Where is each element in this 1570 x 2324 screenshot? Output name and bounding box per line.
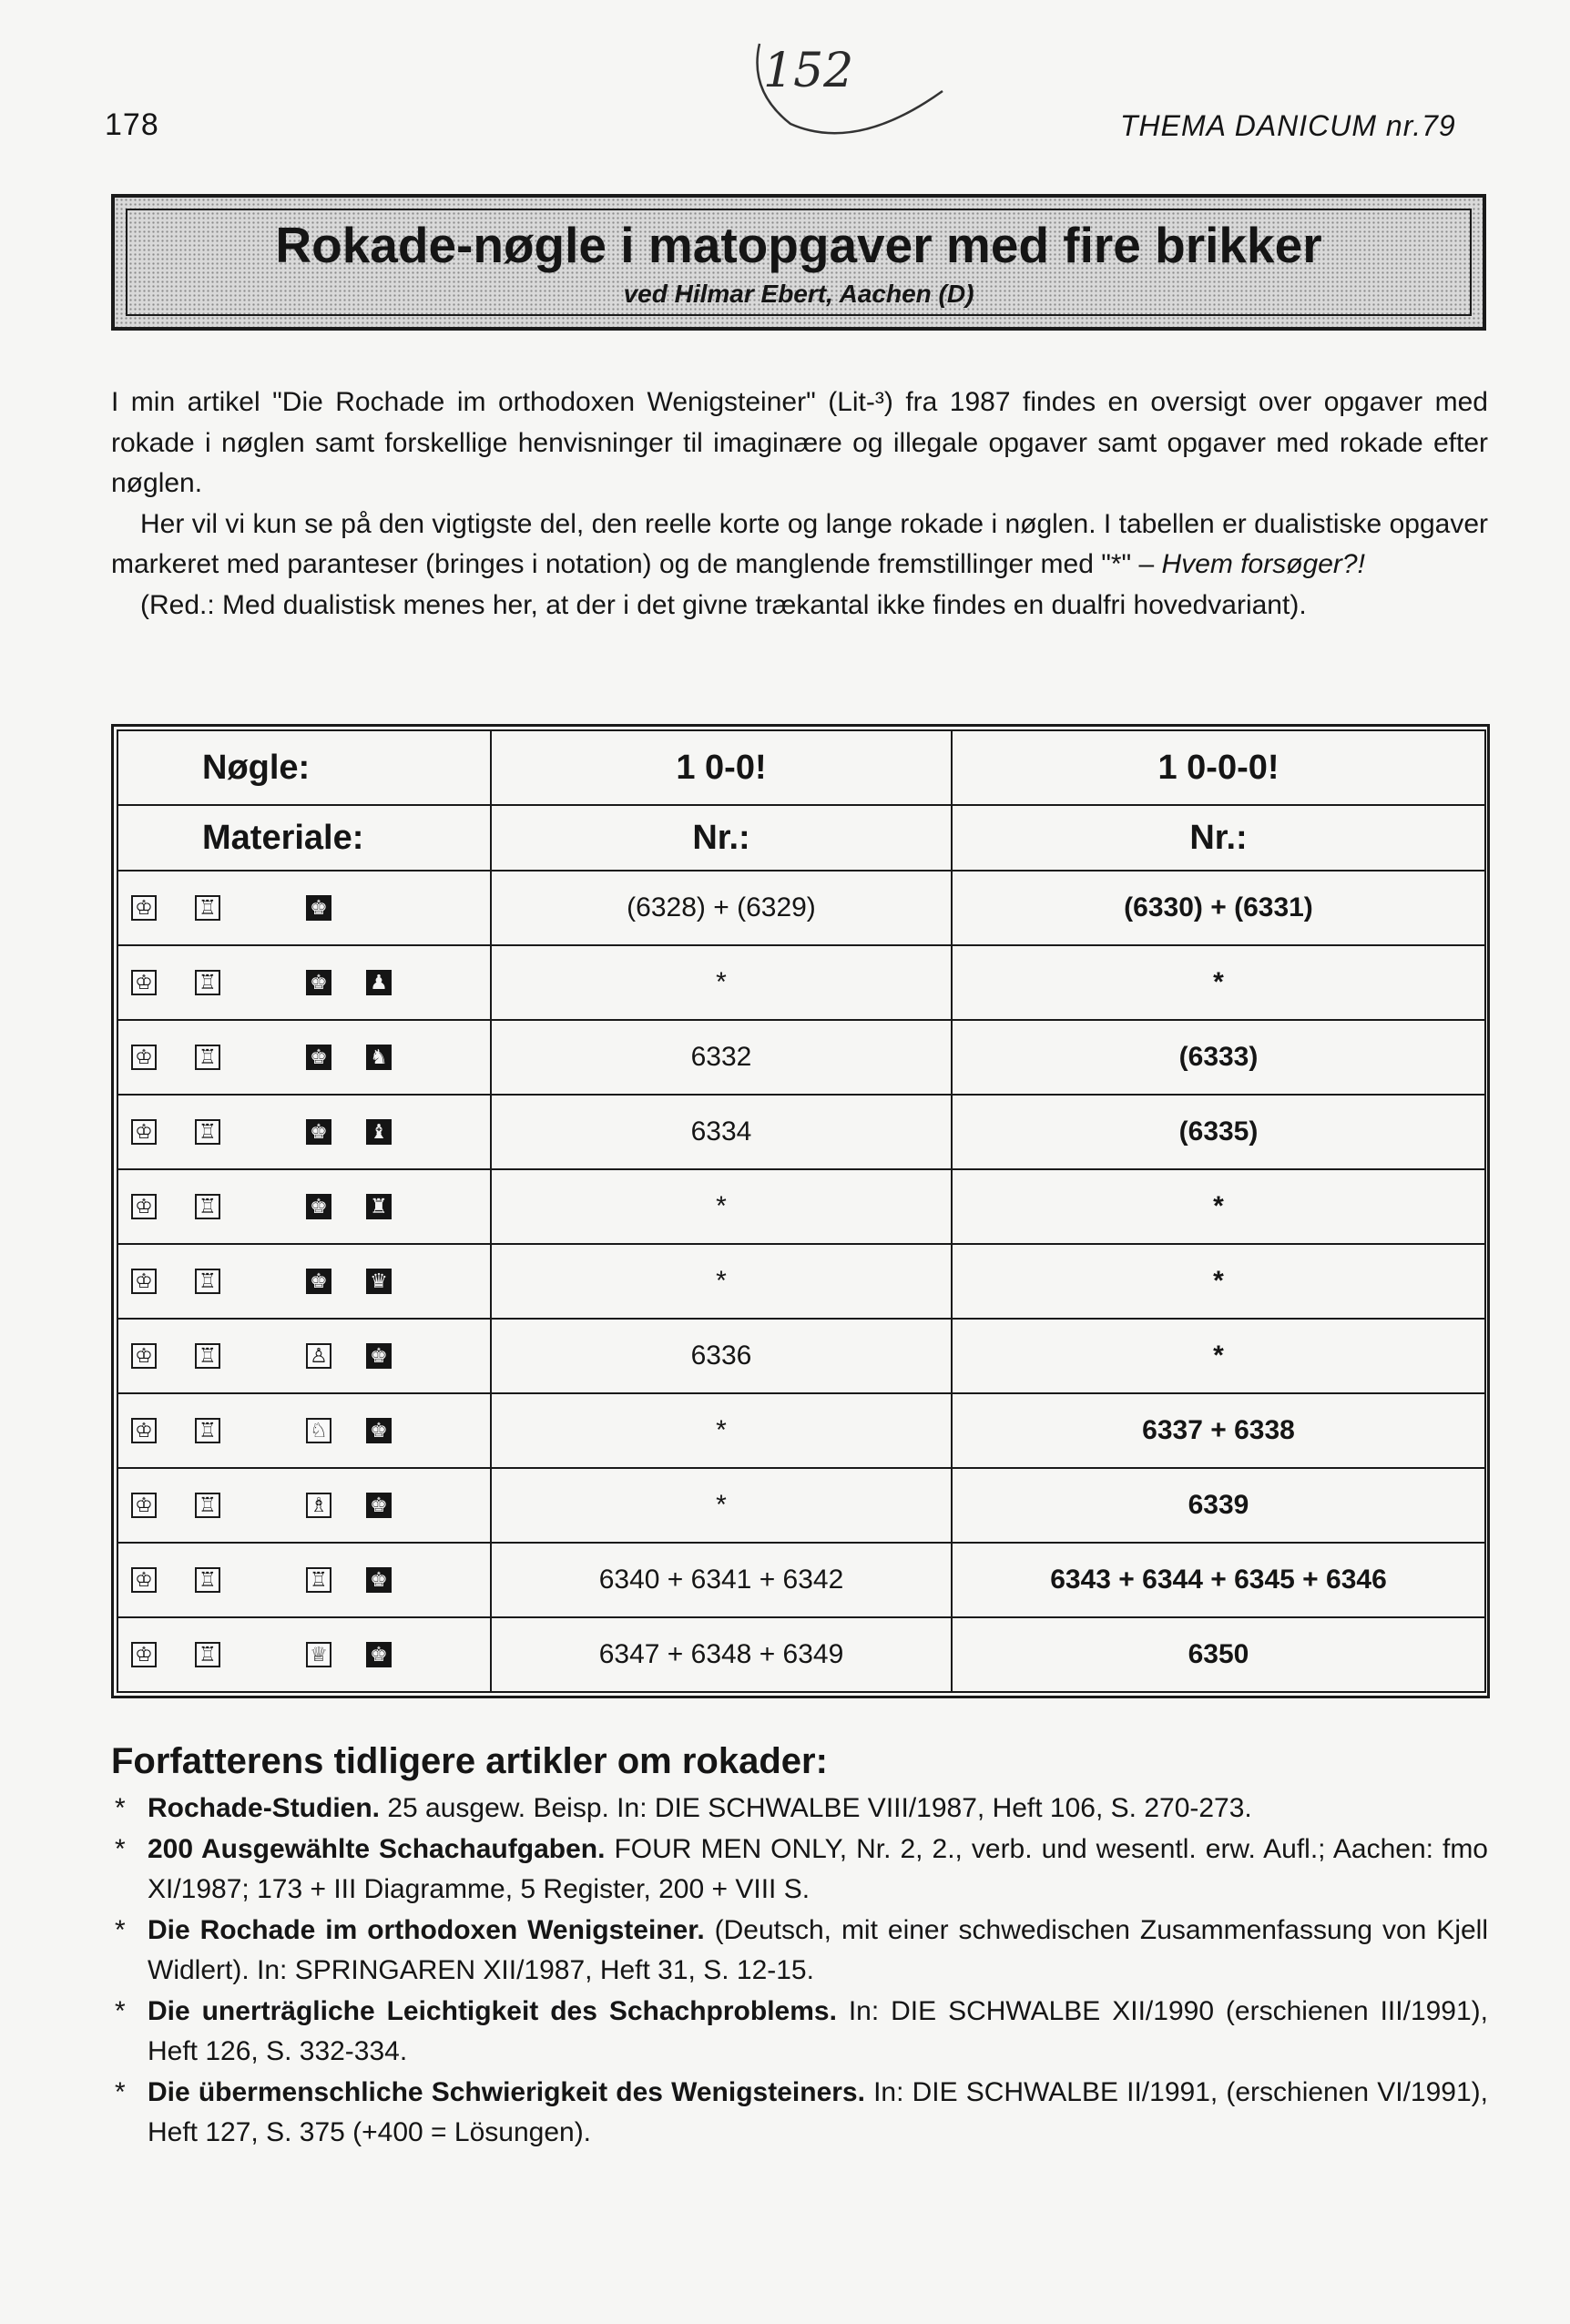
bullet-marker: *	[115, 2076, 126, 2107]
material-cell	[117, 1244, 491, 1319]
white-knight-icon: ♘	[306, 1418, 331, 1443]
article-reference	[111, 2073, 1488, 2154]
white-king-icon: ♔	[131, 1493, 157, 1518]
white-rook-icon: ♖	[195, 1343, 220, 1369]
short-castling-problems: 6347 + 6348 + 6349	[491, 1617, 952, 1692]
key-label: Nøgle:	[117, 730, 491, 805]
article-byline: ved Hilmar Ebert, Aachen (D)	[623, 280, 974, 308]
long-castling-problems: (6330) + (6331)	[952, 871, 1485, 945]
intro-paragraph-3: (Red.: Med dualistisk menes her, at der i det givne trækantal ikke findes en dualfri hovedvariant).	[140, 589, 1307, 620]
black-king-icon: ♚	[366, 1567, 392, 1593]
white-rook-icon: ♖	[195, 1269, 220, 1294]
material-cell	[117, 1020, 491, 1095]
white-king-icon: ♔	[131, 1194, 157, 1219]
white-rook-icon: ♖	[195, 1045, 220, 1070]
white-rook-icon: ♖	[195, 1194, 220, 1219]
material-label: Materiale:	[117, 805, 491, 871]
bullet-marker: *	[115, 1833, 126, 1864]
article-reference	[111, 1830, 1488, 1911]
white-king-icon: ♔	[131, 1045, 157, 1070]
material-cell	[117, 1468, 491, 1543]
table-row	[117, 945, 1485, 1020]
long-castling-problems: 6350	[952, 1617, 1485, 1692]
table-row	[117, 1617, 1485, 1692]
material-cell	[117, 1543, 491, 1617]
table-row	[117, 1169, 1485, 1244]
white-rook-icon: ♖	[195, 1493, 220, 1518]
white-king-icon: ♔	[131, 1567, 157, 1593]
short-castling-problems: *	[491, 1393, 952, 1468]
table-row	[117, 1468, 1485, 1543]
article-reference-title: Die unerträgliche Leichtigkeit des Schachproblems.	[148, 1995, 837, 2026]
castling-table	[117, 729, 1486, 1693]
material-cell	[117, 1095, 491, 1169]
long-castling-problems: *	[952, 945, 1485, 1020]
black-king-icon: ♚	[366, 1493, 392, 1518]
white-king-icon: ♔	[131, 1343, 157, 1369]
white-rook-icon: ♖	[195, 1418, 220, 1443]
table-row	[117, 1393, 1485, 1468]
white-rook-icon: ♖	[195, 1642, 220, 1667]
articles-heading: Forfatterens tidligere artikler om rokader:	[111, 1741, 828, 1781]
intro-question: Hvem forsøger?!	[1161, 549, 1365, 579]
white-king-icon: ♔	[131, 1119, 157, 1145]
white-pawn-icon: ♙	[306, 1343, 331, 1369]
article-reference-details: In: DIE SCHWALBE XII/1990 (erschienen III/1991), Heft 126, S. 332-334.	[148, 1995, 1489, 2066]
article-reference	[111, 1992, 1488, 2073]
white-rook-icon: ♖	[306, 1567, 331, 1593]
material-cell	[117, 1617, 491, 1692]
white-rook-icon: ♖	[195, 1567, 220, 1593]
table-row	[117, 871, 1485, 945]
article-reference-details: In: DIE SCHWALBE II/1991, (erschienen VI/1991), Heft 127, S. 375 (+400 = Lösungen).	[148, 2076, 1488, 2147]
article-title: Rokade-nøgle i matopgaver med fire brikker	[275, 217, 1322, 273]
articles-list	[111, 1789, 1488, 2154]
journal-name: THEMA DANICUM nr.79	[1120, 109, 1456, 142]
black-king-icon: ♚	[306, 1194, 331, 1219]
table-header-row-key	[117, 730, 1485, 805]
bullet-marker: *	[115, 1914, 126, 1945]
black-king-icon: ♚	[366, 1418, 392, 1443]
long-castling-header: 1 0-0-0!	[952, 730, 1485, 805]
intro-paragraph-2-text: Her vil vi kun se på den vigtigste del, den reelle korte og lange rokade i nøglen. I tabellen er dualistiske opgaver markeret med paranteser (bringes i notation) og de manglende fremstillinger med "*" –	[111, 508, 1488, 579]
material-cell	[117, 1169, 491, 1244]
table-row	[117, 1020, 1485, 1095]
article-reference-title: Die übermenschliche Schwierigkeit des Wenigsteiners.	[148, 2076, 865, 2107]
short-castling-problems: *	[491, 1244, 952, 1319]
table-row	[117, 1244, 1485, 1319]
table-row	[117, 1095, 1485, 1169]
black-king-icon: ♚	[306, 1119, 331, 1145]
material-cell	[117, 1393, 491, 1468]
title-box	[111, 194, 1486, 331]
black-knight-icon: ♞	[366, 1045, 392, 1070]
white-king-icon: ♔	[131, 970, 157, 995]
white-king-icon: ♔	[131, 1269, 157, 1294]
article-reference-title: Die Rochade im orthodoxen Wenigsteiner.	[148, 1914, 705, 1945]
long-castling-problems: *	[952, 1169, 1485, 1244]
article-reference	[111, 1911, 1488, 1992]
black-king-icon: ♚	[306, 970, 331, 995]
short-castling-problems: 6340 + 6341 + 6342	[491, 1543, 952, 1617]
table-row	[117, 1319, 1485, 1393]
white-king-icon: ♔	[131, 1418, 157, 1443]
intro-text	[111, 382, 1488, 626]
white-king-icon: ♔	[131, 895, 157, 921]
bullet-marker: *	[115, 1793, 126, 1823]
white-queen-icon: ♕	[306, 1642, 331, 1667]
black-king-icon: ♚	[366, 1343, 392, 1369]
white-rook-icon: ♖	[195, 970, 220, 995]
material-cell	[117, 1319, 491, 1393]
table-row	[117, 1543, 1485, 1617]
article-reference-details: FOUR MEN ONLY, Nr. 2, 2., verb. und wesentl. erw. Aufl.; Aachen: fmo XI/1987; 173 + III Diagramme, 5 Register, 200 + VIII S.	[148, 1833, 1488, 1904]
article-reference-title: 200 Ausgewählte Schachaufgaben.	[148, 1833, 606, 1864]
black-king-icon: ♚	[306, 1269, 331, 1294]
long-castling-problems: *	[952, 1244, 1485, 1319]
black-pawn-icon: ♟	[366, 970, 392, 995]
short-castling-problems: *	[491, 1169, 952, 1244]
article-reference-title: Rochade-Studien.	[148, 1793, 381, 1823]
bullet-marker: *	[115, 1995, 126, 2026]
material-cell	[117, 871, 491, 945]
article-reference	[111, 1789, 1488, 1830]
short-nr-label: Nr.:	[491, 805, 952, 871]
long-castling-problems: (6335)	[952, 1095, 1485, 1169]
short-castling-problems: *	[491, 945, 952, 1020]
white-bishop-icon: ♗	[306, 1493, 331, 1518]
intro-paragraph-1: I min artikel "Die Rochade im orthodoxen Wenigsteiner" (Lit-³) fra 1987 findes en oversigt over opgaver med rokade i nøglen samt forskellige henvisninger til imaginære og illegale opgaver samt opgaver med rokade efter nøglen.	[111, 387, 1488, 498]
long-castling-problems: 6337 + 6338	[952, 1393, 1485, 1468]
long-castling-problems: 6343 + 6344 + 6345 + 6346	[952, 1543, 1485, 1617]
article-reference-details: 25 ausgew. Beisp. In: DIE SCHWALBE VIII/1987, Heft 106, S. 270-273.	[380, 1793, 1252, 1823]
black-rook-icon: ♜	[366, 1194, 392, 1219]
long-castling-problems: *	[952, 1319, 1485, 1393]
short-castling-header: 1 0-0!	[491, 730, 952, 805]
intro-paragraph-2	[111, 505, 1488, 586]
short-castling-problems: 6336	[491, 1319, 952, 1393]
long-nr-label: Nr.:	[952, 805, 1485, 871]
short-castling-problems: *	[491, 1468, 952, 1543]
black-bishop-icon: ♝	[366, 1119, 392, 1145]
black-queen-icon: ♛	[366, 1269, 392, 1294]
white-king-icon: ♔	[131, 1642, 157, 1667]
white-rook-icon: ♖	[195, 895, 220, 921]
black-king-icon: ♚	[306, 895, 331, 921]
article-reference-details: (Deutsch, mit einer schwedischen Zusammenfassung von Kjell Widlert). In: SPRINGAREN XII/1987, Heft 31, S. 12-15.	[148, 1914, 1488, 1985]
handwritten-note: 152	[763, 44, 854, 98]
short-castling-problems: 6334	[491, 1095, 952, 1169]
short-castling-problems: 6332	[491, 1020, 952, 1095]
long-castling-problems: 6339	[952, 1468, 1485, 1543]
table-header-row-material	[117, 805, 1485, 871]
long-castling-problems: (6333)	[952, 1020, 1485, 1095]
black-king-icon: ♚	[306, 1045, 331, 1070]
material-cell	[117, 945, 491, 1020]
short-castling-problems: (6328) + (6329)	[491, 871, 952, 945]
white-rook-icon: ♖	[195, 1119, 220, 1145]
page-number: 178	[105, 107, 159, 142]
black-king-icon: ♚	[366, 1642, 392, 1667]
